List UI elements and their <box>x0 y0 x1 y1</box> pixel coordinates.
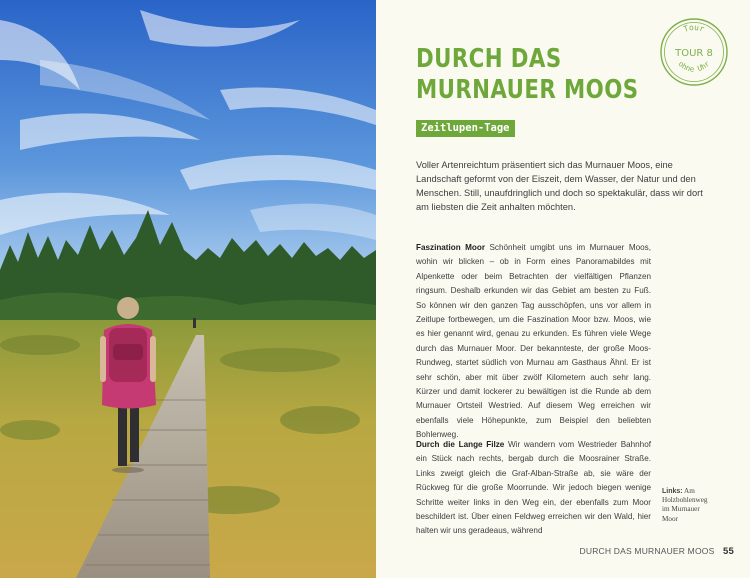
tour-stamp <box>659 17 729 87</box>
caption-text: Am Holzbohlenweg im Murnauer Moor <box>662 487 708 523</box>
intro-paragraph: Voller Artenreichtum präsentiert sich das Murnauer Moos, eine Landschaft geformt von der Eiszeit, dem Wasser, der Natur und den Menschen. Still, unaufdringlich und doch so spektakulär, dass wir dort am liebsten die Zeit anhalten möchten. <box>416 160 703 212</box>
running-title: DURCH DAS MURNAUER MOOS <box>579 546 715 556</box>
paragraph-text: Schönheit umgibt uns im Murnauer Moos, wohin wir blicken – ob in Form eines Panoramabildes mit Alpenkette oder beim Betrachten der vielfältigen Pflanzen ringsum. Deshalb erkunden wir das Gebiet am besten zu Fuß. So können wir den ganzen Tag ausschöpfen, uns vor allem in Zeitlupe fortbewegen, um die Faszination Moor bzw. Moos, wie es hier genannt wird, genau zu erkunden. Es führen viele Wege durch das Murnauer Moor. Der bekannteste, der große Moos-Rundweg, startet südlich von Murnau am Gasthaus Ähnl. Er ist sehr schön, aber mit über zwölf Kilometern auch sehr lang. Kürzer und damit lockerer zu bewältigen ist die Runde ab dem Murnauer Ortsteil Westried. Auf diesem Weg erreichen wir ebenfalls viele Höhepunkte, zum Beispiel den beliebten Bohlenweg. <box>416 243 651 440</box>
paragraph-text: Wir wandern vom Westrieder Bahnhof ein Stück nach rechts, bergab durch die Moosrainer Straße. Links zweigt gleich die Graf-Alban-Straße ab, sie wäre der Rückweg für die große Moorrunde. Wir jedoch biegen wenige Schritte weiter links in den Weg ein, der ebenfalls zum Moor beschildert ist. Über einen Feldweg erreichen wir den Wald, hier halten wir uns geradeaus, während <box>416 440 651 536</box>
page-title-line2: MURNAUER MOOS <box>416 75 639 105</box>
page-number: 55 <box>723 546 734 557</box>
stamp-bottom-text: ohne Uhr <box>676 59 712 74</box>
stamp-center-text: TOUR 8 <box>675 48 713 59</box>
photo-caption <box>662 487 712 524</box>
paragraph-heading: Faszination Moor <box>416 243 486 252</box>
page-title-line1: DURCH DAS <box>416 44 562 74</box>
body-paragraph-lange-filze <box>416 438 651 539</box>
caption-label: Links: <box>662 488 683 495</box>
svg-text:ohne Uhr <box>677 59 712 74</box>
svg-text:Tour <box>682 23 705 34</box>
paragraph-heading: Durch die Lange Filze <box>416 440 505 449</box>
section-tag: Zeitlupen-Tage <box>416 120 515 137</box>
text-page <box>376 0 750 578</box>
stamp-top-text: Tour <box>682 22 706 34</box>
body-paragraph-faszination <box>416 241 651 443</box>
page-footer <box>580 546 734 557</box>
page-title <box>416 44 639 106</box>
